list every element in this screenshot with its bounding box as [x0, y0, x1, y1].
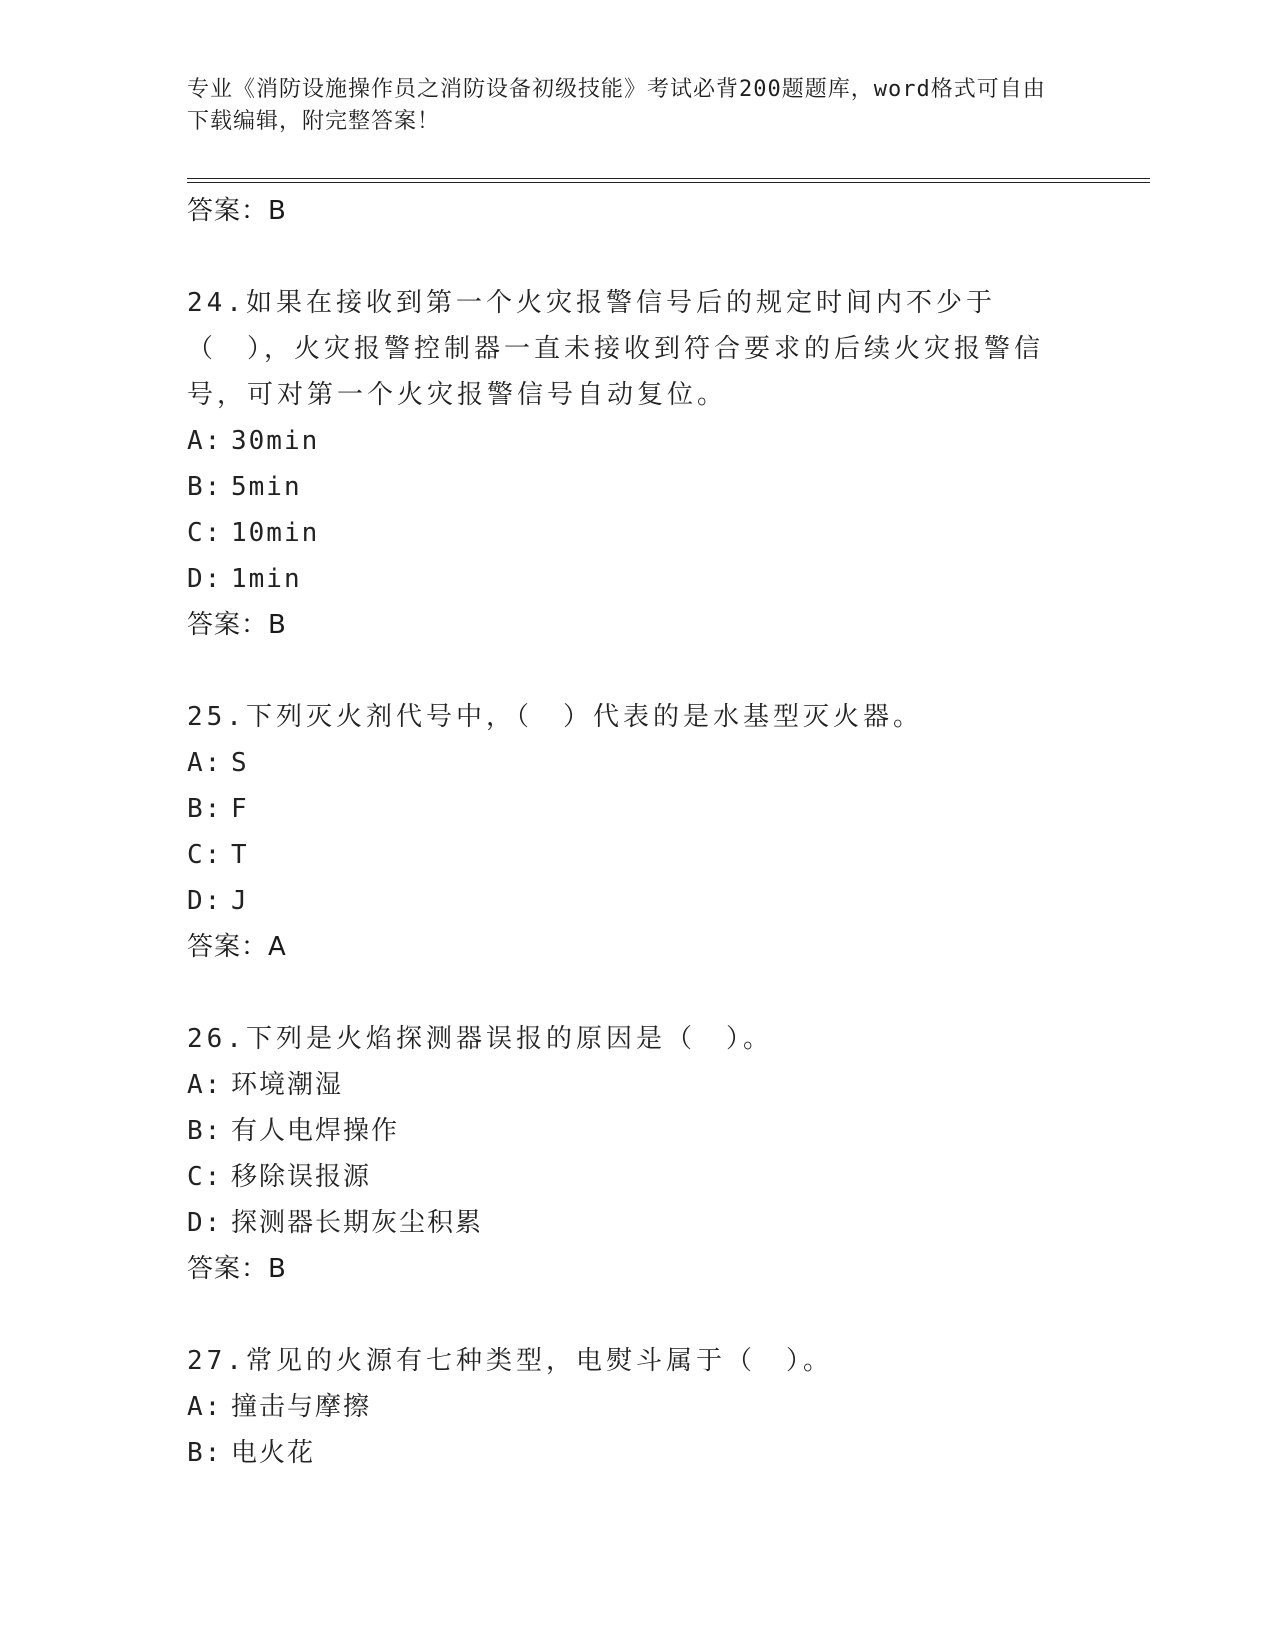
answer-line: 答案：B — [187, 196, 287, 226]
option-a — [187, 740, 1067, 786]
option-text: 1min — [231, 564, 302, 594]
question-block — [187, 694, 1067, 970]
option-text: S — [231, 748, 249, 778]
option-letter: A: — [187, 748, 223, 778]
option-c — [187, 832, 1067, 878]
answer-line: 答案：B — [187, 1254, 287, 1284]
question-stem: 24.如果在接收到第一个火灾报警信号后的规定时间内不少于（ ），火灾报警控制器一直未接收到符合要求的后续火灾报警信号，可对第一个火灾报警信号自动复位。 — [187, 288, 1045, 410]
option-letter: D: — [187, 886, 223, 916]
option-a — [187, 418, 1067, 464]
option-text: F — [231, 794, 249, 824]
option-text: 电火花 — [231, 1438, 316, 1468]
option-text: 探测器长期灰尘积累 — [231, 1208, 484, 1238]
option-b — [187, 786, 1067, 832]
option-text: 环境潮湿 — [231, 1070, 344, 1100]
option-letter: C: — [187, 840, 223, 870]
option-letter: C: — [187, 1162, 223, 1192]
option-letter: B: — [187, 794, 223, 824]
option-text: 5min — [231, 472, 302, 502]
option-letter: C: — [187, 518, 223, 548]
option-b — [187, 464, 1067, 510]
option-text: 移除误报源 — [231, 1162, 372, 1192]
option-letter: B: — [187, 1438, 223, 1468]
question-block — [187, 280, 1067, 648]
option-letter: A: — [187, 426, 223, 456]
option-a — [187, 1384, 1067, 1430]
question-list — [187, 188, 1067, 1476]
option-d — [187, 1200, 1067, 1246]
question-block — [187, 1016, 1067, 1292]
option-letter: D: — [187, 564, 223, 594]
question-stem: 27.常见的火源有七种类型，电熨斗属于（ ）。 — [187, 1346, 833, 1376]
option-b — [187, 1108, 1067, 1154]
option-c — [187, 510, 1067, 556]
header-divider — [187, 178, 1150, 179]
document-header: 专业《消防设施操作员之消防设备初级技能》考试必背200题题库，word格式可自由下载编辑，附完整答案！ — [187, 77, 1046, 134]
option-letter: A: — [187, 1070, 223, 1100]
option-letter: B: — [187, 1116, 223, 1146]
option-text: 撞击与摩擦 — [231, 1392, 372, 1422]
answer-line: 答案：A — [187, 932, 287, 962]
option-text: J — [231, 886, 249, 916]
option-text: 30min — [231, 426, 320, 456]
header-divider-double — [187, 182, 1150, 183]
option-a — [187, 1062, 1067, 1108]
option-d — [187, 878, 1067, 924]
option-letter: A: — [187, 1392, 223, 1422]
question-stem: 26.下列是火焰探测器误报的原因是（ ）。 — [187, 1024, 773, 1054]
option-letter: D: — [187, 1208, 223, 1238]
option-text: T — [231, 840, 249, 870]
option-text: 有人电焊操作 — [231, 1116, 400, 1146]
option-letter: B: — [187, 472, 223, 502]
option-d — [187, 556, 1067, 602]
option-c — [187, 1154, 1067, 1200]
answer-line: 答案：B — [187, 610, 287, 640]
question-stem: 25.下列灭火剂代号中，（ ）代表的是水基型灭火器。 — [187, 702, 923, 732]
option-text: 10min — [231, 518, 320, 548]
option-b — [187, 1430, 1067, 1476]
question-block — [187, 1338, 1067, 1476]
